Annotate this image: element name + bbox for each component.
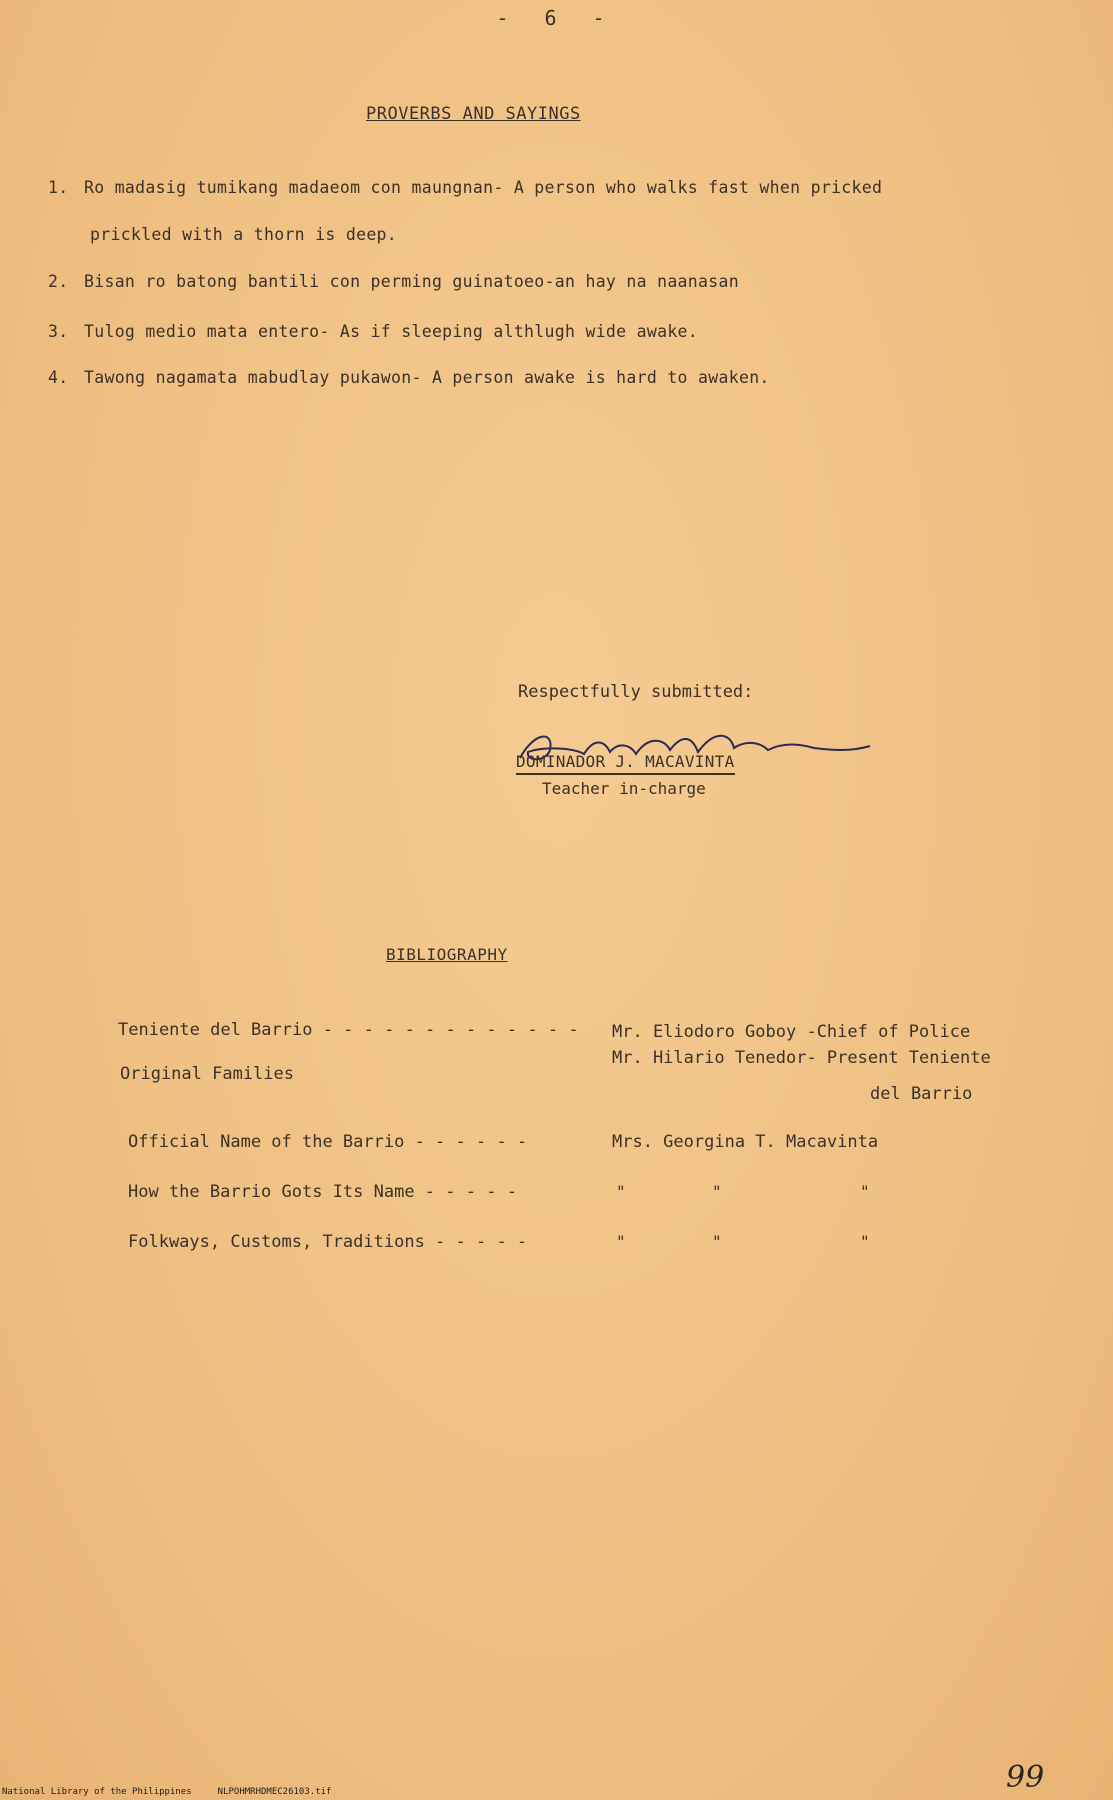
- ditto-mark: ": [616, 1232, 626, 1251]
- ditto-mark: ": [860, 1232, 870, 1251]
- proverb-4: [48, 368, 770, 387]
- bibliography-title: BIBLIOGRAPHY: [386, 945, 508, 964]
- proverb-3: [48, 322, 698, 341]
- page-number: - 6 -: [496, 6, 617, 30]
- proverb-number: 2.: [48, 272, 69, 291]
- respectfully-submitted: Respectfully submitted:: [518, 682, 754, 702]
- footer-file: NLPOHMRHDMEC26103.tif: [217, 1787, 332, 1797]
- proverb-text: Ro madasig tumikang madaeom con maungnan- A person who walks fast when pricked: [84, 178, 883, 197]
- signer-role: Teacher in-charge: [542, 779, 706, 798]
- ditto-mark: ": [860, 1182, 870, 1201]
- archive-number: 99: [1006, 1760, 1045, 1795]
- footer: [2, 1787, 357, 1797]
- proverbs-title: PROVERBS AND SAYINGS: [366, 104, 581, 124]
- proverb-number: 3.: [48, 322, 69, 341]
- ditto-mark: ": [712, 1232, 722, 1251]
- proverb-1-continuation: prickled with a thorn is deep.: [90, 225, 398, 244]
- proverb-2: [48, 272, 739, 291]
- proverb-text: Tulog medio mata entero- As if sleeping althlugh wide awake.: [84, 322, 699, 341]
- proverb-number: 4.: [48, 368, 69, 387]
- ditto-mark: ": [616, 1182, 626, 1201]
- bib-label-how-named: How the Barrio Gots Its Name - - - - -: [128, 1182, 517, 1202]
- bib-value-official-name: Mrs. Georgina T. Macavinta: [612, 1132, 879, 1152]
- bib-value-families-cont: del Barrio: [870, 1084, 973, 1104]
- ditto-mark: ": [712, 1182, 722, 1201]
- proverb-text: Bisan ro batong bantili con perming guinatoeo-an hay na naanasan: [84, 272, 739, 291]
- bib-label-official-name: Official Name of the Barrio - - - - - -: [128, 1132, 528, 1152]
- bib-value-teniente: Mr. Eliodoro Goboy -Chief of Police: [612, 1022, 971, 1042]
- proverb-1: [48, 178, 882, 197]
- bib-label-families: Original Families: [120, 1064, 294, 1084]
- signer-name: DOMINADOR J. MACAVINTA: [516, 752, 735, 775]
- bib-label-teniente: Teniente del Barrio - - - - - - - - - - - - -: [118, 1020, 579, 1040]
- bib-label-folkways: Folkways, Customs, Traditions - - - - -: [128, 1232, 528, 1252]
- bib-value-families: Mr. Hilario Tenedor- Present Teniente: [612, 1048, 991, 1068]
- footer-library: National Library of the Philippines: [2, 1787, 192, 1797]
- proverb-number: 1.: [48, 178, 69, 197]
- proverb-text: Tawong nagamata mabudlay pukawon- A person awake is hard to awaken.: [84, 368, 770, 387]
